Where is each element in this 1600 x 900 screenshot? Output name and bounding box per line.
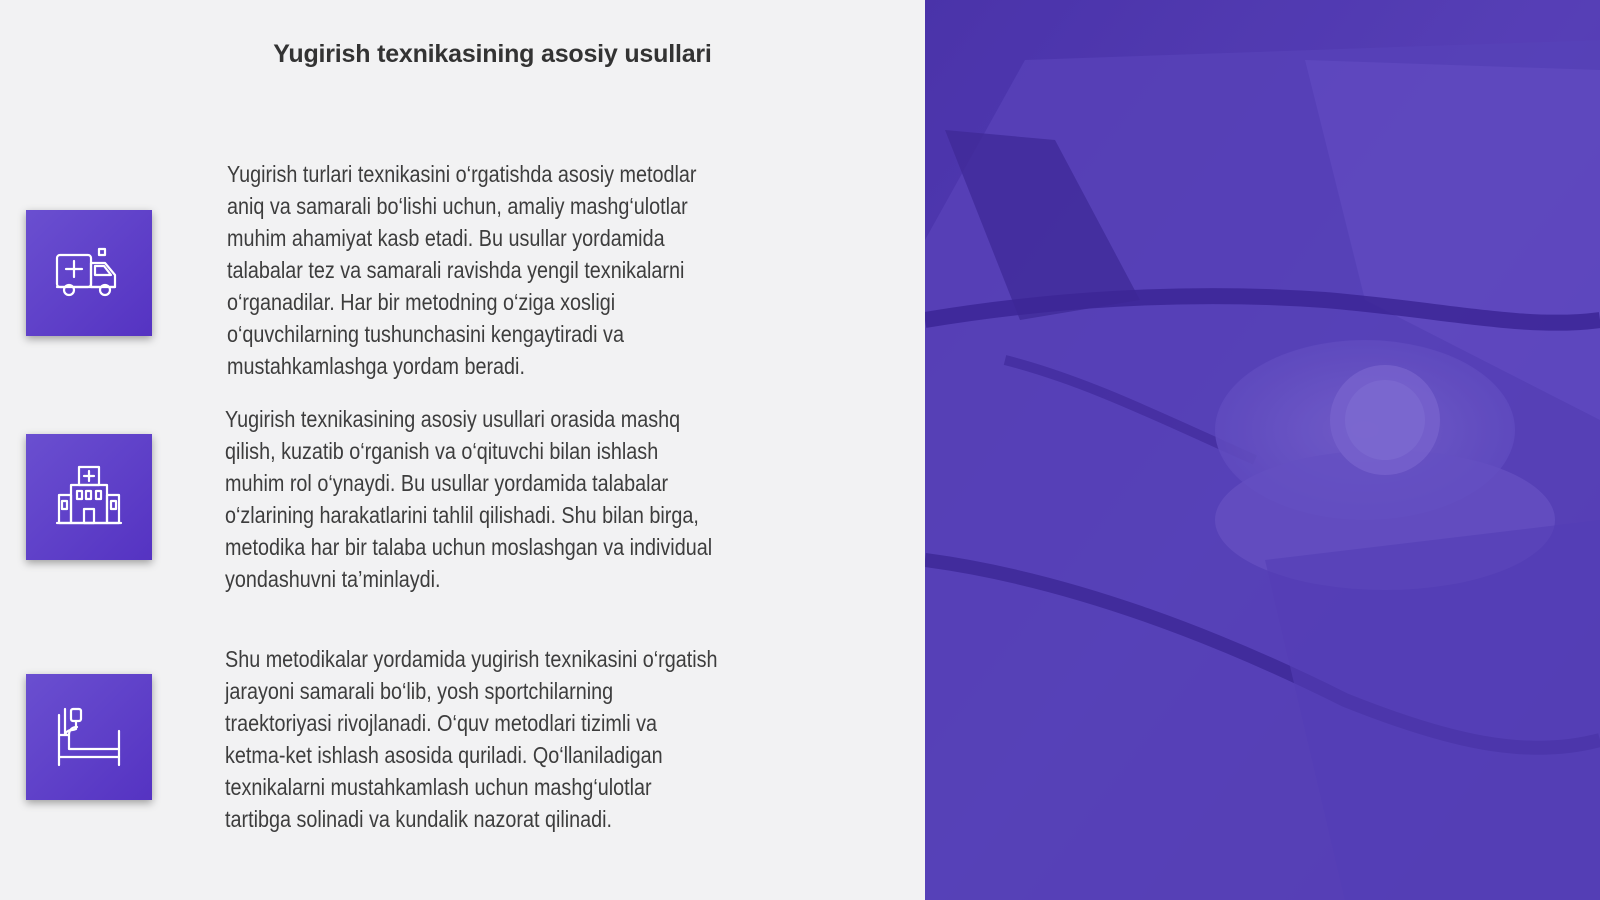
hospital-bed-icon-tile xyxy=(26,674,152,800)
ambulance-icon xyxy=(53,237,125,309)
paragraph-3-line: traektoriyasi rivojlanadi. O‘quv metodlari tizimli va xyxy=(225,710,658,736)
stethoscope-photo xyxy=(925,0,1600,900)
paragraph-3 xyxy=(225,643,741,835)
paragraph-3-line: tartibga solinadi va kundalik nazorat qilinadi. xyxy=(225,806,613,832)
paragraph-1-line: mustahkamlashga yordam beradi. xyxy=(227,353,525,379)
hospital-icon-tile xyxy=(26,434,152,560)
paragraph-3-line: ketma-ket ishlash asosida quriladi. Qo‘llaniladigan xyxy=(225,742,663,768)
paragraph-3-line: texnikalarni mustahkamlash uchun mashg‘ulotlar xyxy=(225,774,652,800)
photo-illustration xyxy=(925,0,1600,900)
paragraph-2-line: qilish, kuzatib o‘rganish va o‘qituvchi bilan ishlash xyxy=(225,438,659,464)
paragraph-1-line: talabalar tez va samarali ravishda yengil texnikalarni xyxy=(227,257,685,283)
paragraph-2-line: o‘zlarining harakatlarini tahlil qilishadi. Shu bilan birga, xyxy=(225,502,699,528)
paragraph-1-line: muhim ahamiyat kasb etadi. Bu usullar yordamida xyxy=(227,225,665,251)
paragraph-2 xyxy=(225,403,741,595)
paragraph-1-line: o‘quvchilarning tushunchasini kengaytiradi va xyxy=(227,321,624,347)
paragraph-1-line: aniq va samarali bo‘lishi uchun, amaliy mashg‘ulotlar xyxy=(227,193,688,219)
paragraph-1 xyxy=(227,158,743,382)
paragraph-3-line: Shu metodikalar yordamida yugirish texnikasini o‘rgatish xyxy=(225,646,718,672)
paragraph-2-line: Yugirish texnikasining asosiy usullari orasida mashq xyxy=(225,406,681,432)
paragraph-1-line: Yugirish turlari texnikasini o‘rgatishda asosiy metodlar xyxy=(227,161,697,187)
ambulance-icon-tile xyxy=(26,210,152,336)
hospital-icon xyxy=(53,461,125,533)
paragraph-1-line: o‘rganadilar. Har bir metodning o‘ziga xosligi xyxy=(227,289,616,315)
paragraph-2-line: yondashuvni ta’minlaydi. xyxy=(225,566,441,592)
paragraph-2-line: muhim rol o‘ynaydi. Bu usullar yordamida talabalar xyxy=(225,470,669,496)
paragraph-3-line: jarayoni samarali bo‘lib, yosh sportchilarning xyxy=(225,678,614,704)
page-title: Yugirish texnikasining asosiy usullari xyxy=(273,40,712,68)
hospital-bed-icon xyxy=(53,701,125,773)
paragraph-2-line: metodika har bir talaba uchun moslashgan va individual xyxy=(225,534,713,560)
